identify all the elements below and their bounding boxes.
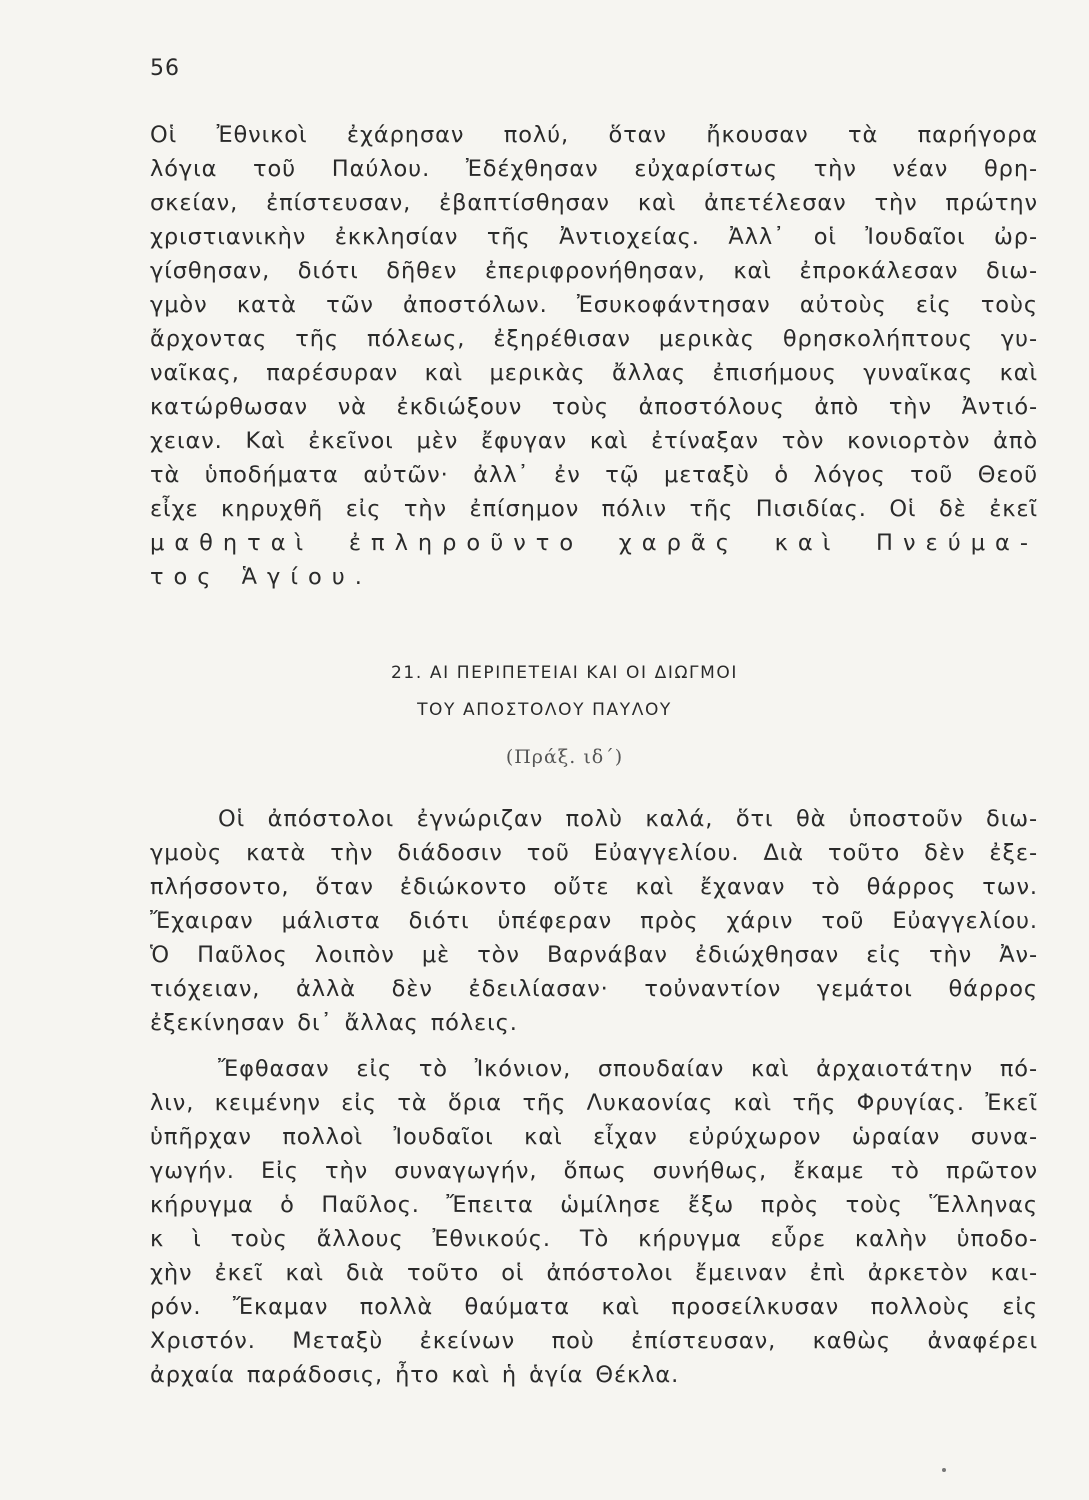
text-line: Οἱ ἀπόστολοι ἐγνώριζαν πολὺ καλά, ὅτι θὰ ὑποστοῦν διω- <box>218 806 1038 832</box>
text-line: χειαν. Καὶ ἐκεῖνοι μὲν ἔφυγαν καὶ ἐτίναξαν τὸν κονιορτὸν ἀπὸ <box>150 428 1038 454</box>
print-speck <box>942 1468 946 1472</box>
scripture-reference: (Πράξ. ιδ΄) <box>505 746 624 768</box>
text-line: ὑπῆρχαν πολλοὶ Ἰουδαῖοι καὶ εἶχαν εὐρύχωρον ὡραίαν συνα- <box>150 1124 1038 1150</box>
text-line: γμὸν κατὰ τῶν ἀποστόλων. Ἐσυκοφάντησαν αὐτοὺς εἰς τοὺς <box>150 292 1038 318</box>
text-line: γμοὺς κατὰ τὴν διάδοσιν τοῦ Εὐαγγελίου. Διὰ τοῦτο δὲν ἐξε- <box>150 840 1038 866</box>
text-line: σκείαν, ἐπίστευσαν, ἐβαπτίσθησαν καὶ ἀπετέλεσαν τὴν πρώτην <box>150 190 1038 216</box>
text-line: Ὁ Παῦλος λοιπὸν μὲ τὸν Βαρνάβαν ἐδιώχθησαν εἰς τὴν Ἀν- <box>150 942 1038 968</box>
page-number: 56 <box>150 56 180 81</box>
text-line: τιόχειαν, ἀλλὰ δὲν ἐδειλίασαν· τοὐναντίον γεμάτοι θάρρος <box>150 976 1038 1002</box>
text-line: λιν, κειμένην εἰς τὰ ὅρια τῆς Λυκαονίας καὶ τῆς Φρυγίας. Ἐκεῖ <box>150 1090 1038 1116</box>
text-line: λόγια τοῦ Παύλου. Ἐδέχθησαν εὐχαρίστως τὴν νέαν θρη- <box>150 156 1038 182</box>
text-line: γίσθησαν, διότι δῆθεν ἐπεριφρονήθησαν, καὶ ἐπροκάλεσαν διω- <box>150 258 1038 284</box>
text-line: κατώρθωσαν νὰ ἐκδιώξουν τοὺς ἀποστόλους ἀπὸ τὴν Ἀντιό- <box>150 394 1038 420</box>
section-title: 21. ΑΙ ΠΕΡΙΠΕΤΕΙΑΙ ΚΑΙ ΟΙ ΔΙΩΓΜΟΙ <box>391 663 738 683</box>
paragraph-1 <box>150 118 1038 594</box>
text-line: ναῖκας, παρέσυραν καὶ μερικὰς ἄλλας ἐπισήμους γυναῖκας καὶ <box>150 360 1038 386</box>
text-line: Χριστόν. Μεταξὺ ἐκείνων ποὺ ἐπίστευσαν, καθὼς ἀναφέρει <box>150 1328 1038 1354</box>
text-line: ἀρχαία παράδοσις, ἦτο καὶ ἡ ἁγία Θέκλα. <box>150 1362 680 1388</box>
text-line: εἶχε κηρυχθῆ εἰς τὴν ἐπίσημον πόλιν τῆς Πισιδίας. Οἱ δὲ ἐκεῖ <box>150 496 1038 522</box>
paragraph-2 <box>150 802 1038 1040</box>
section-subtitle: ΤΟΥ ΑΠΟΣΤΟΛΟΥ ΠΑΥΛΟΥ <box>417 700 672 720</box>
text-line: ἄρχοντας τῆς πόλεως, ἐξηρέθισαν μερικὰς θρησκολήπτους γυ- <box>150 326 1038 352</box>
text-line: ἐξεκίνησαν δι᾽ ἄλλας πόλεις. <box>150 1010 518 1036</box>
text-line-spaced: μαθηταὶ ἐπληροῦντο χαρᾶς καὶ Πνεύμα- <box>150 530 1038 556</box>
text-line: Οἱ Ἐθνικοὶ ἐχάρησαν πολύ, ὅταν ἤκουσαν τὰ παρήγορα <box>150 122 1038 148</box>
text-line: γωγήν. Εἰς τὴν συναγωγήν, ὅπως συνήθως, ἔκαμε τὸ πρῶτον <box>150 1158 1038 1184</box>
paragraph-3 <box>150 1052 1038 1392</box>
text-line-spaced: τος Ἁγίου. <box>150 564 372 590</box>
text-line: Ἔφθασαν εἰς τὸ Ἰκόνιον, σπουδαίαν καὶ ἀρχαιοτάτην πό- <box>218 1056 1038 1082</box>
text-line: πλήσσοντο, ὅταν ἐδιώκοντο οὔτε καὶ ἔχαναν τὸ θάρρος των. <box>150 874 1038 900</box>
text-line: χριστιανικὴν ἐκκλησίαν τῆς Ἀντιοχείας. Ἀλλ᾽ οἱ Ἰουδαῖοι ὠρ- <box>150 224 1038 250</box>
text-line: χὴν ἐκεῖ καὶ διὰ τοῦτο οἱ ἀπόστολοι ἔμειναν ἐπὶ ἀρκετὸν και- <box>150 1260 1038 1286</box>
text-line: τὰ ὑποδήματα αὐτῶν· ἀλλ᾽ ἐν τῷ μεταξὺ ὁ λόγος τοῦ Θεοῦ <box>150 462 1038 488</box>
text-line: Ἔχαιραν μάλιστα διότι ὑπέφεραν πρὸς χάριν τοῦ Εὐαγγελίου. <box>150 908 1038 934</box>
text-line: κ ὶ τοὺς ἄλλους Ἐθνικούς. Τὸ κήρυγμα εὗρε καλὴν ὑποδο- <box>150 1226 1038 1252</box>
text-line: κήρυγμα ὁ Παῦλος. Ἔπειτα ὡμίλησε ἔξω πρὸς τοὺς Ἕλληνας <box>150 1192 1038 1218</box>
text-line: ρόν. Ἔκαμαν πολλὰ θαύματα καὶ προσείλκυσαν πολλοὺς εἰς <box>150 1294 1038 1320</box>
